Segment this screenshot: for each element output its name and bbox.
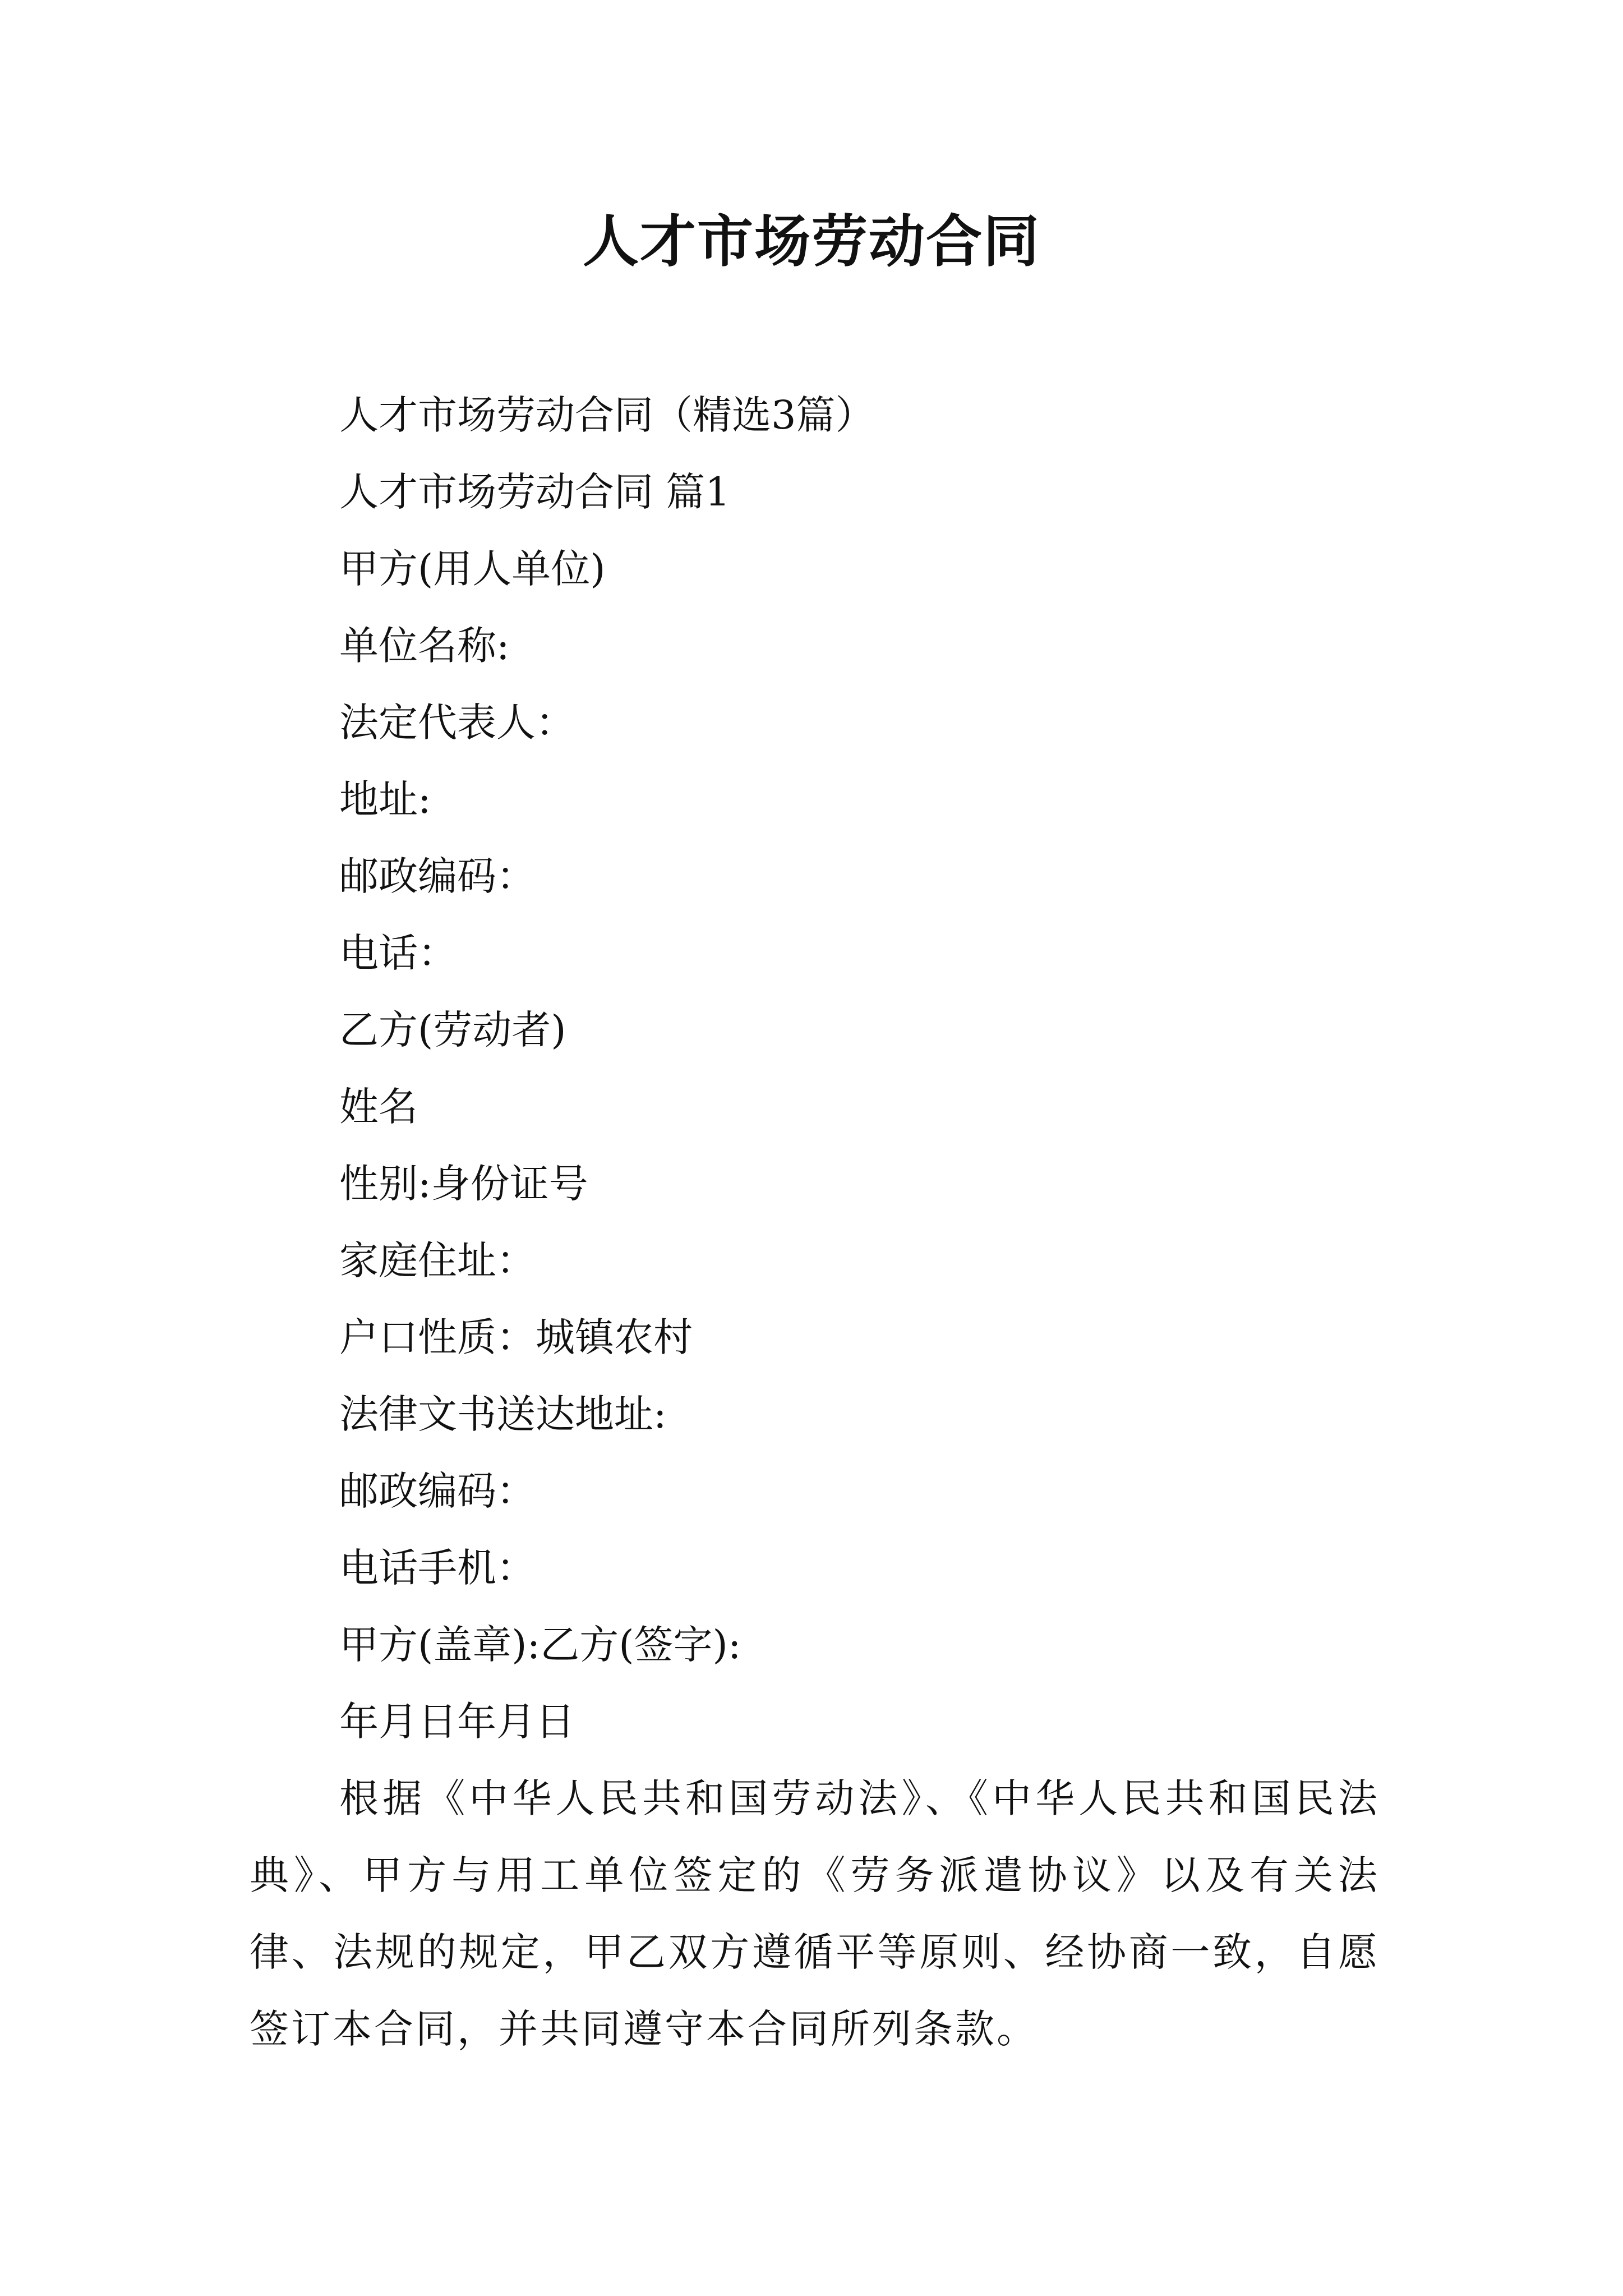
field-mobile: 电话手机： bbox=[339, 1545, 536, 1591]
party-a-heading: 甲方(用人单位) bbox=[339, 546, 606, 592]
party-b-heading: 乙方(劳动者) bbox=[339, 1007, 566, 1053]
field-service-address: 法律文书送达地址: bbox=[339, 1391, 667, 1437]
field-postal-code: 邮政编码： bbox=[339, 853, 536, 899]
field-company-name: 单位名称: bbox=[339, 623, 510, 669]
subtitle-line: 人才市场劳动合同（精选3篇） bbox=[339, 392, 875, 438]
preamble-paragraph: 根据《中华人民共和国劳动法》、《中华人民共和国民法典》、甲方与用工单位签定的《劳务派遣协议》以及有关法律、法规的规定，甲乙双方遵循平等原则、经协商一致，自愿签订本合同，并共同遵守本合同所列条款。 bbox=[250, 1775, 1380, 2052]
date-line: 年月日年月日 bbox=[339, 1699, 575, 1745]
document-body bbox=[250, 377, 1380, 2068]
section-heading: 人才市场劳动合同 篇1 bbox=[339, 469, 730, 515]
field-name: 姓名 bbox=[339, 1084, 418, 1130]
field-household-type: 户口性质：城镇农村 bbox=[339, 1314, 693, 1360]
field-postal-code-b: 邮政编码： bbox=[339, 1468, 536, 1514]
field-phone: 电话： bbox=[339, 930, 457, 976]
field-address: 地址: bbox=[339, 776, 431, 822]
document-title: 人才市场劳动合同 bbox=[583, 208, 1040, 274]
field-home-address: 家庭住址： bbox=[339, 1237, 536, 1283]
field-legal-representative: 法定代表人： bbox=[339, 700, 575, 746]
signature-line: 甲方(盖章):乙方(签字): bbox=[339, 1622, 741, 1668]
field-gender-id: 性别:身份证号 bbox=[339, 1161, 588, 1207]
